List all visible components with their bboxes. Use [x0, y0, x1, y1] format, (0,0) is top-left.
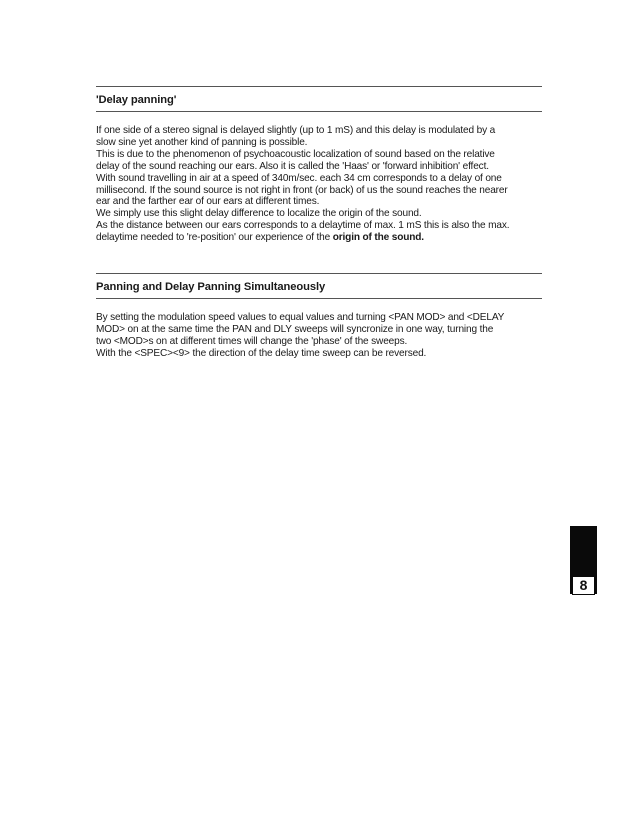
body-line: millisecond. If the sound source is not right in front (or back) of us the sound reaches the nearer	[96, 184, 508, 196]
body-line: MOD> on at the same time the PAN and DLY sweeps will syncronize in one way, turning the	[96, 323, 494, 335]
body-line: As the distance between our ears corresponds to a delaytime of max. 1 mS this is also the max.	[96, 220, 510, 232]
divider-bottom	[96, 298, 542, 299]
divider-top	[96, 86, 542, 87]
body-line: This is due to the phenomenon of psychoacoustic localization of sound based on the relative	[96, 148, 495, 160]
section-delay-panning	[96, 86, 542, 244]
section-body	[96, 125, 542, 244]
body-line: ear and the farther ear of our ears at different times.	[96, 196, 320, 208]
divider-top	[96, 273, 542, 274]
body-line: two <MOD>s on at different times will change the 'phase' of the sweeps.	[96, 335, 408, 347]
body-line: slow sine yet another kind of panning is possible.	[96, 136, 308, 148]
section-heading: 'Delay panning'	[96, 94, 177, 106]
body-line-bold-text: origin of the sound.	[332, 232, 424, 244]
body-line: By setting the modulation speed values to equal values and turning <PAN MOD> and <DELAY	[96, 312, 505, 323]
divider-bottom	[96, 111, 542, 112]
body-line: We simply use this slight delay difference to localize the origin of the sound.	[96, 208, 422, 220]
page-number: 8	[572, 576, 595, 595]
body-line-text: delaytime needed to 're-position' our experience of the	[96, 232, 333, 244]
body-line: delay of the sound reaching our ears. Also it is called the 'Haas' or 'forward inhibition' effect.	[96, 160, 489, 172]
section-panning-simultaneously	[96, 273, 542, 360]
body-line-last	[96, 232, 542, 244]
section-heading: Panning and Delay Panning Simultaneously	[96, 281, 326, 293]
body-line: If one side of a stereo signal is delayed slightly (up to 1 mS) and this delay is modulated by a	[96, 125, 496, 136]
body-line: With the <SPEC><9> the direction of the delay time sweep can be reversed.	[96, 347, 427, 359]
body-line: With sound travelling in air at a speed of 340m/sec. each 34 cm corresponds to a delay of one	[96, 172, 502, 184]
section-body	[96, 312, 542, 360]
